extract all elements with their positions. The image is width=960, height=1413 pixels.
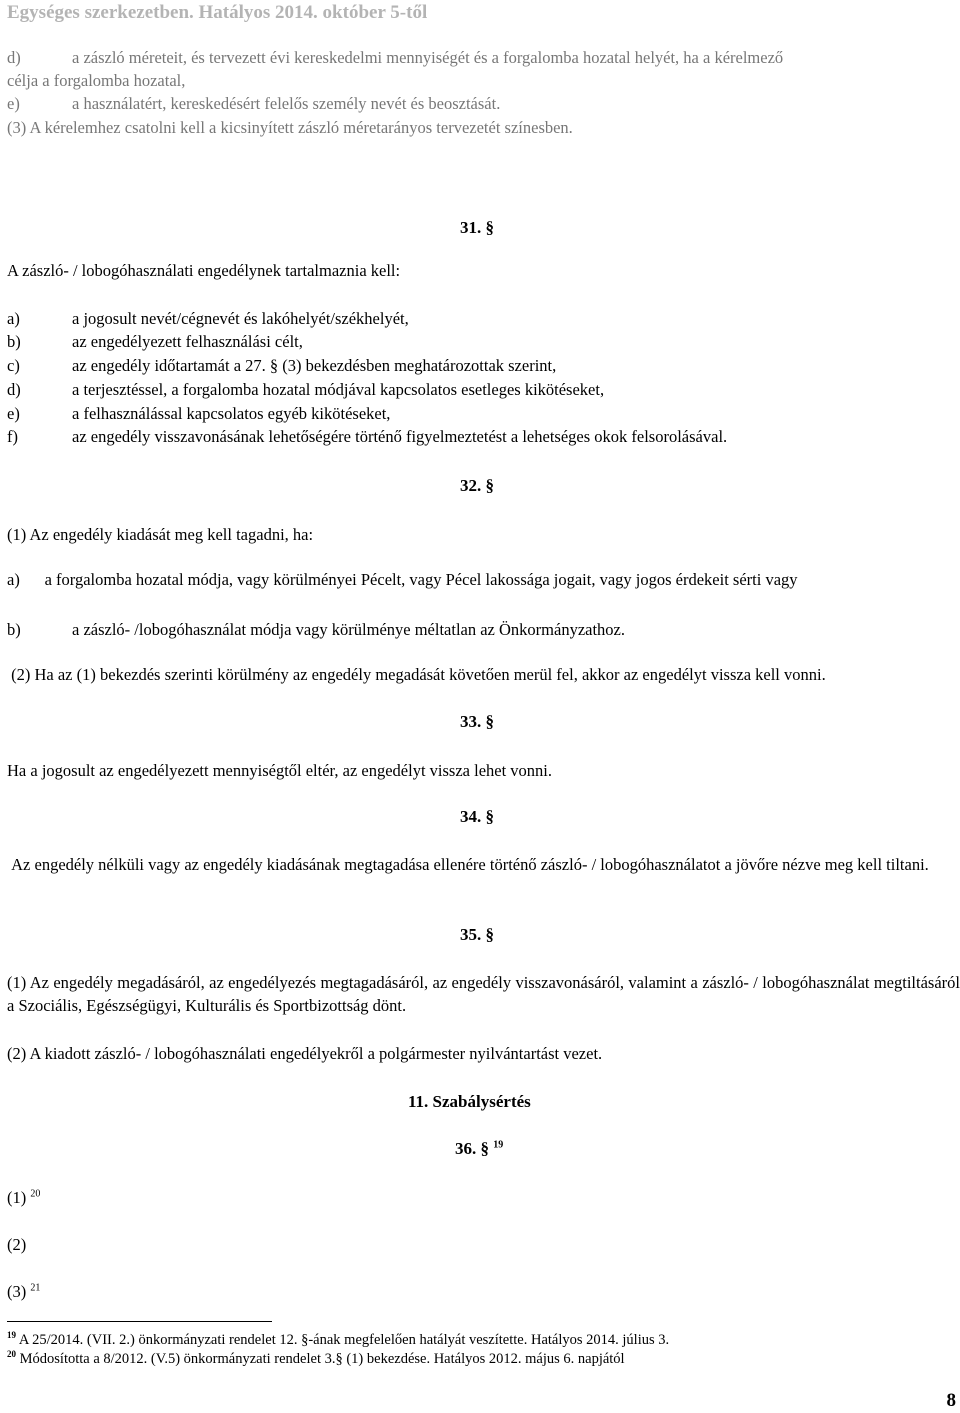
footnote-separator	[7, 1321, 272, 1322]
item-label: f)	[7, 427, 18, 446]
section-35-paragraph-1: (1) Az engedély megadásáról, az engedélyezés megtagadásáról, az engedély visszavonásáról, valamint a zászló- / lobogóhasználat megtiltásáról a Szociális, Egészségügyi, Kulturális és Sportbizottság dönt.	[7, 973, 960, 1015]
chapter-title: 11. Szabálysértés	[408, 1092, 531, 1111]
section-heading-31: 31. §	[460, 218, 494, 237]
running-header: Egységes szerkezetben. Hatályos 2014. október 5-től	[7, 2, 428, 23]
item-text: a használatért, kereskedésért felelős személy nevét és beosztását.	[72, 94, 501, 113]
item-text: a terjesztéssel, a forgalomba hozatal módjával kapcsolatos esetleges kikötéseket,	[72, 380, 605, 399]
item-text: a zászló- /lobogóhasználat módja vagy körülménye méltatlan az Önkormányzathoz.	[72, 620, 626, 639]
item-label: c)	[7, 356, 20, 375]
section-35-paragraph-2: (2) A kiadott zászló- / lobogóhasználati engedélyekről a polgármester nyilvántartást vezet.	[7, 1044, 603, 1063]
footnote-text: A 25/2014. (VII. 2.) önkormányzati rendelet 12. §-ának megfelelően hatályát veszítette. Hatályos 2014. július 3.	[18, 1332, 670, 1348]
item-label: e)	[7, 94, 20, 113]
section-heading-35: 35. §	[460, 925, 494, 944]
item-text: az engedély visszavonásának lehetőségére történő figyelmeztetést a lehetséges okok felsorolásával.	[72, 427, 728, 446]
item-text: a jogosult nevét/cégnevét és lakóhelyét/székhelyét,	[72, 309, 409, 328]
section-31-intro: A zászló- / lobogóhasználati engedélynek tartalmaznia kell:	[7, 261, 401, 280]
item-label: b)	[7, 620, 21, 639]
section-heading-33: 33. §	[460, 712, 494, 731]
section-heading-text: 36. §	[455, 1139, 489, 1158]
item-label: e)	[7, 404, 20, 423]
section-36-paragraph-3	[7, 1281, 40, 1303]
footnote-ref: 21	[30, 1282, 41, 1294]
attachment-paragraph: (3) A kérelemhez csatolni kell a kicsinyített zászló méretarányos tervezetét színesben.	[7, 118, 573, 137]
section-heading-36	[455, 1139, 503, 1159]
paragraph-number: (3)	[7, 1282, 27, 1301]
section-36-paragraph-2: (2)	[7, 1235, 27, 1254]
paragraph-number: (1)	[7, 1188, 27, 1207]
footnote-number: 20	[7, 1349, 16, 1360]
section-33-text: Ha a jogosult az engedélyezett mennyiségtől eltér, az engedélyt vissza lehet vonni.	[7, 761, 553, 780]
section-heading-34: 34. §	[460, 807, 494, 826]
section-32-intro: (1) Az engedély kiadását meg kell tagadni, ha:	[7, 525, 314, 544]
footnote-text: Módosította a 8/2012. (V.5) önkormányzati rendelet 3.§ (1) bekezdése. Hatályos 2012. május 6. napjától	[19, 1351, 625, 1367]
footnote-20	[7, 1351, 625, 1368]
item-text: a felhasználással kapcsolatos egyéb kikötéseket,	[72, 404, 391, 423]
item-label: d)	[7, 48, 21, 67]
section-32-item-a: a) a forgalomba hozatal módja, vagy körülményei Pécelt, vagy Pécel lakossága jogait, vagy jogos érdekeit sérti vagy	[7, 570, 798, 589]
footnote-19	[7, 1332, 669, 1349]
section-36-paragraph-1	[7, 1187, 40, 1209]
item-label: b)	[7, 332, 21, 351]
section-heading-32: 32. §	[460, 476, 494, 495]
item-label: a)	[7, 309, 20, 328]
item-text: az engedély időtartamát a 27. § (3) bekezdésben meghatározottak szerint,	[72, 356, 557, 375]
item-text: az engedélyezett felhasználási célt,	[72, 332, 303, 351]
section-34-text: Az engedély nélküli vagy az engedély kiadásának megtagadása ellenére történő zászló- / lobogóhasználatot a jövőre nézve meg kell tiltani.	[7, 855, 929, 874]
section-32-paragraph-2: (2) Ha az (1) bekezdés szerinti körülmény az engedély megadását követően merül fel, akkor az engedélyt vissza kell vonni.	[7, 665, 826, 684]
footnote-number: 19	[7, 1330, 16, 1341]
item-d-continuation: célja a forgalomba hozatal,	[7, 71, 186, 90]
item-text: a zászló méreteit, és tervezett évi kereskedelmi mennyiségét és a forgalomba hozatal helyét, ha a kérelmező	[72, 48, 784, 67]
item-label: d)	[7, 380, 21, 399]
footnote-ref: 19	[493, 1139, 504, 1151]
footnote-ref: 20	[30, 1188, 41, 1200]
page-number: 8	[946, 1390, 956, 1411]
